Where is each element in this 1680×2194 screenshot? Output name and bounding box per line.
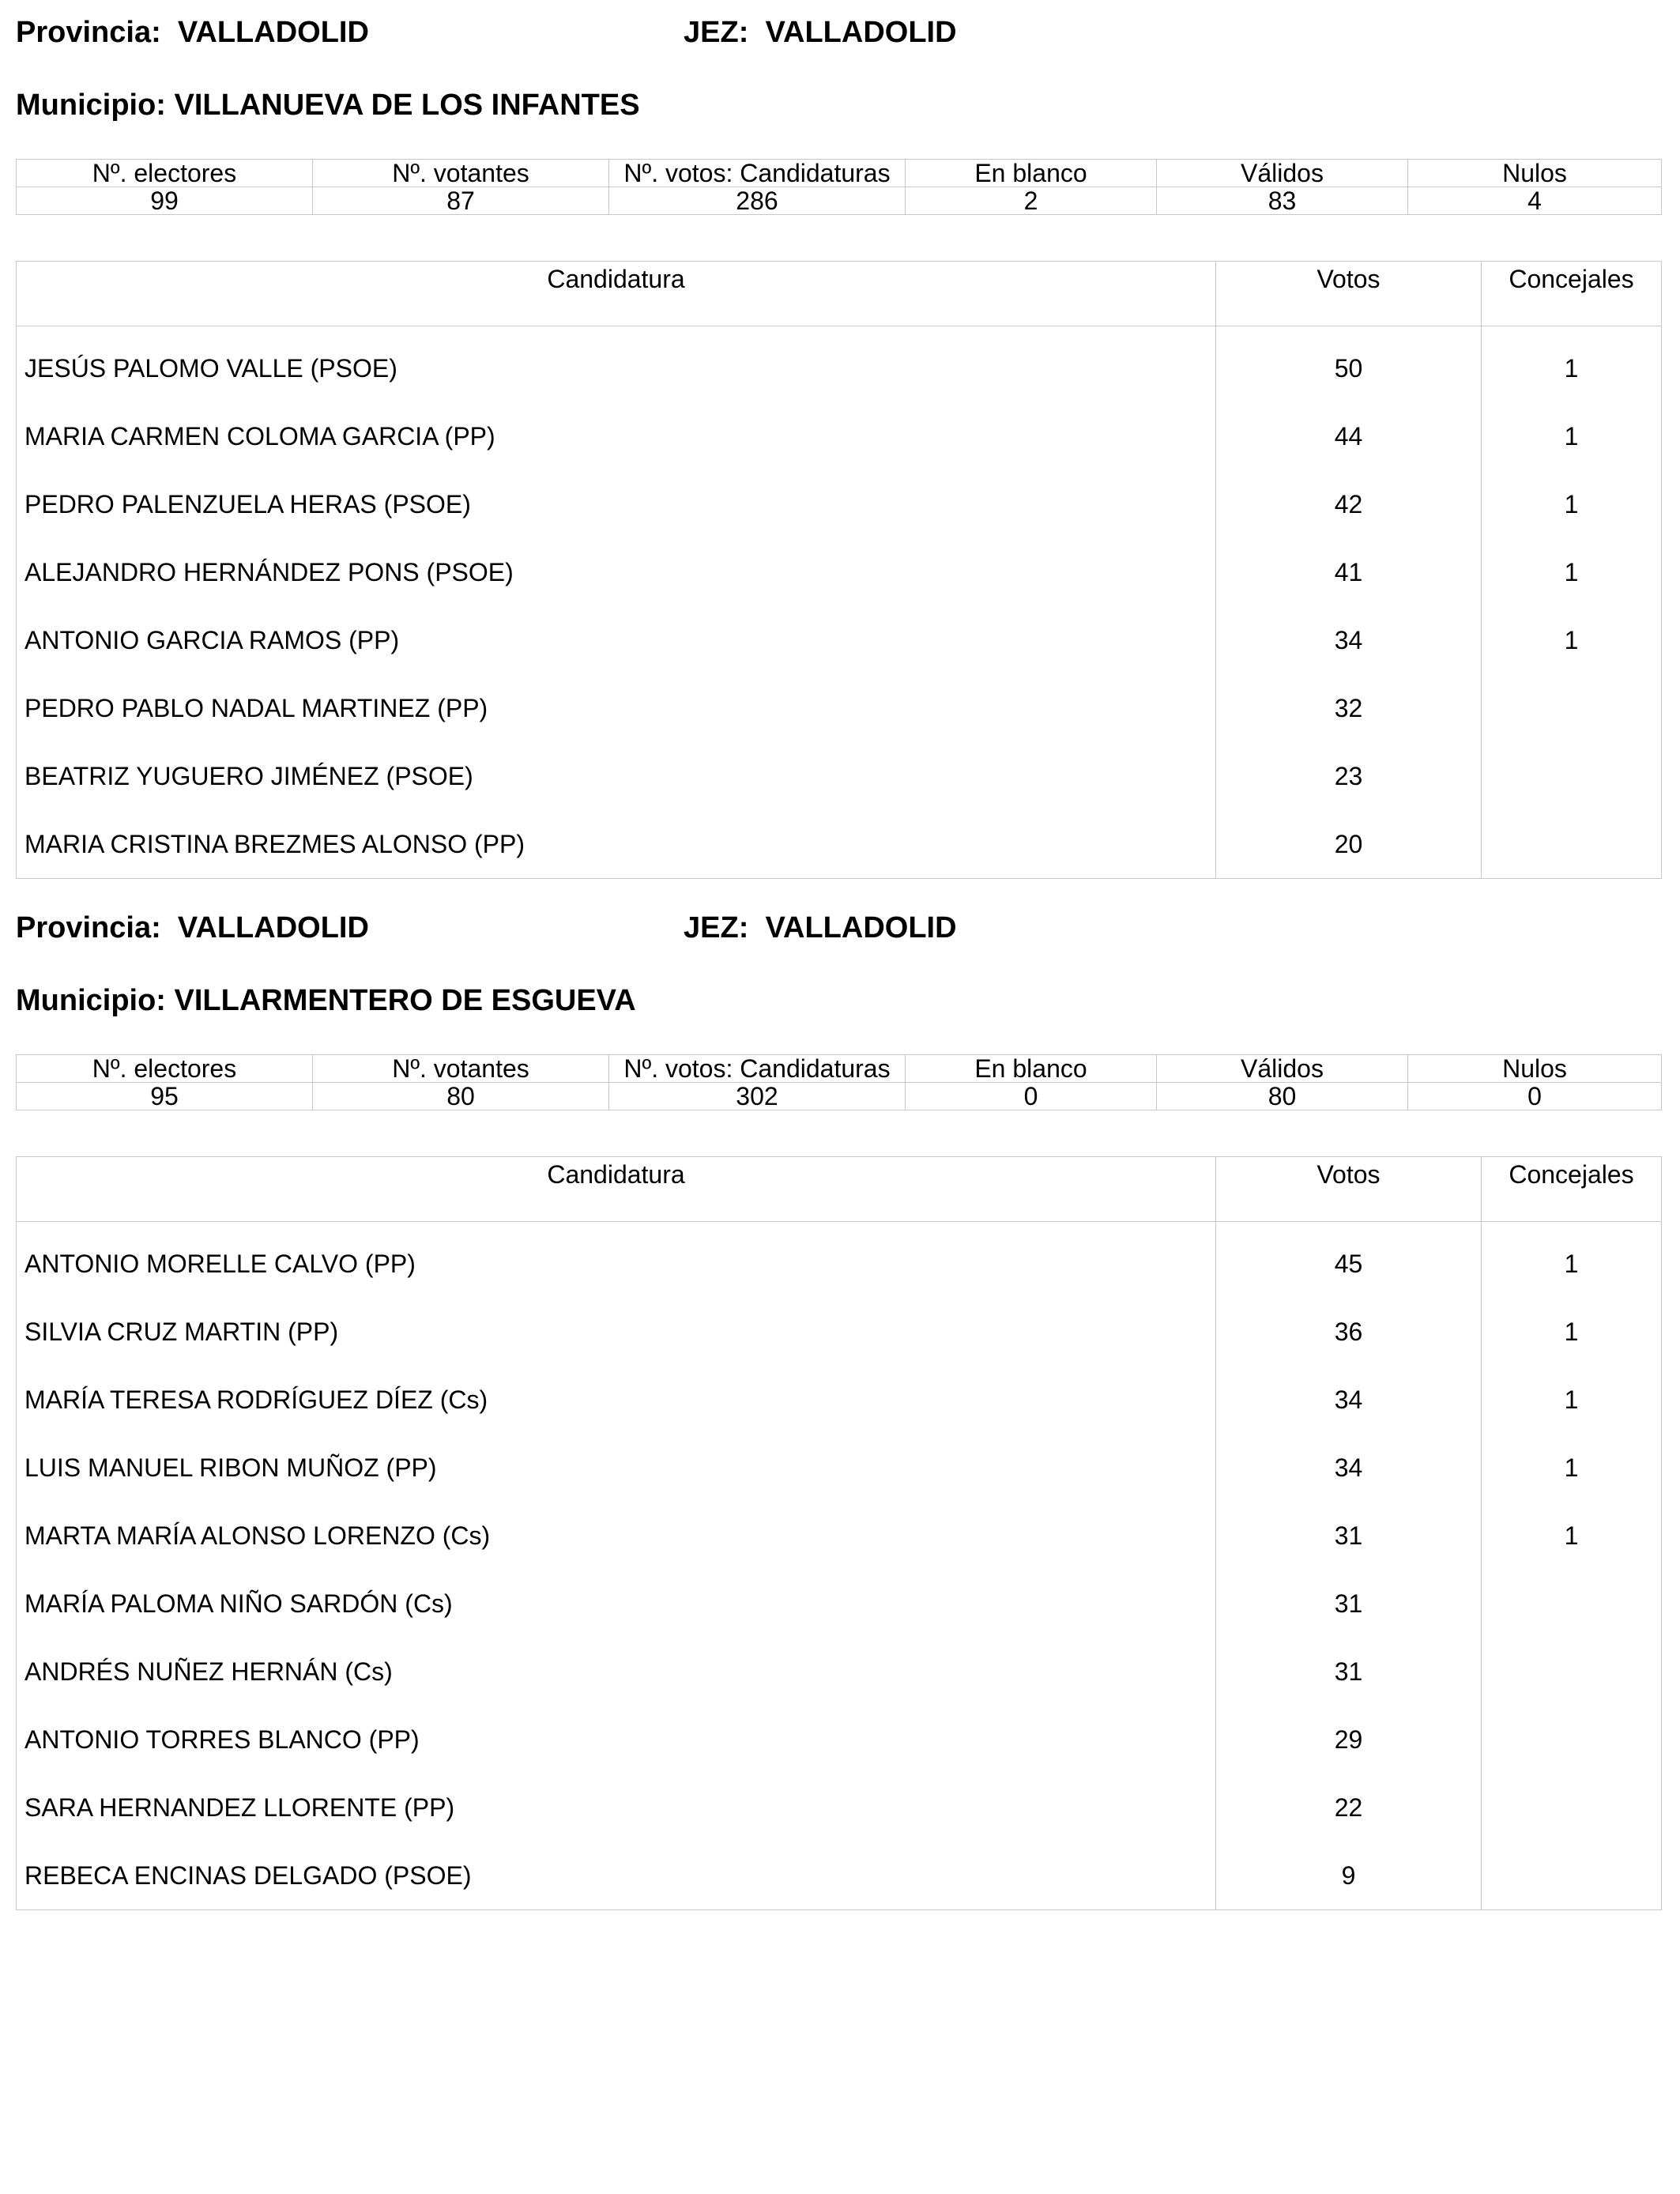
summary-header-cell: Nulos: [1408, 160, 1662, 187]
municipio-title: [16, 89, 640, 123]
candidate-concejales: [1482, 1638, 1662, 1706]
summary-value-cell: 286: [609, 187, 906, 215]
summary-value-cell: 80: [313, 1083, 609, 1110]
summary-value-cell: 99: [17, 187, 313, 215]
candidate-name: MARÍA TERESA RODRÍGUEZ DÍEZ (Cs): [17, 1366, 1216, 1434]
candidate-concejales: 1: [1564, 625, 1579, 654]
candidate-name: ANTONIO GARCIA RAMOS (PP): [17, 606, 1216, 674]
candidates-table: [16, 261, 1662, 879]
candidate-concejales: 1: [1564, 1521, 1579, 1550]
candidate-votos: 34: [1216, 1366, 1482, 1434]
concejales-header: Concejales: [1482, 262, 1662, 326]
candidate-votos: 42: [1216, 470, 1482, 538]
candidate-concejales: 1: [1564, 1385, 1579, 1414]
candidate-concejales: [1482, 742, 1662, 810]
candidate-name: REBECA ENCINAS DELGADO (PSOE): [17, 1842, 1216, 1910]
municipality-section: [16, 911, 1661, 1890]
summary-value-cell: 4: [1408, 187, 1662, 215]
votos-header: Votos: [1216, 262, 1482, 326]
municipality-section: [16, 16, 1661, 858]
candidate-votos: 44: [1216, 402, 1482, 470]
candidate-name: ANTONIO TORRES BLANCO (PP): [17, 1706, 1216, 1774]
candidate-votos: 22: [1216, 1774, 1482, 1842]
candidatura-header: Candidatura: [17, 1157, 1216, 1222]
jez-value: VALLADOLID: [765, 911, 957, 944]
candidate-name: LUIS MANUEL RIBON MUÑOZ (PP): [17, 1434, 1216, 1502]
municipio-title: [16, 984, 636, 1018]
summary-header-cell: Nº. electores: [17, 160, 313, 187]
candidate-name: PEDRO PALENZUELA HERAS (PSOE): [17, 470, 1216, 538]
summary-header-row: [17, 1055, 1662, 1083]
summary-value-cell: 80: [1157, 1083, 1408, 1110]
summary-value-cell: 2: [906, 187, 1157, 215]
candidate-name: MARÍA PALOMA NIÑO SARDÓN (Cs): [17, 1570, 1216, 1638]
candidate-votos: 34: [1216, 606, 1482, 674]
jez-line: [684, 911, 957, 945]
table-row: [17, 1570, 1662, 1638]
candidate-votos: 50: [1216, 326, 1482, 403]
candidate-name: ALEJANDRO HERNÁNDEZ PONS (PSOE): [17, 538, 1216, 606]
summary-header-cell: Nº. votantes: [313, 160, 609, 187]
candidate-votos: 31: [1216, 1570, 1482, 1638]
table-row: [17, 1434, 1662, 1502]
candidate-name: MARIA CRISTINA BREZMES ALONSO (PP): [17, 810, 1216, 879]
table-row: [17, 326, 1662, 403]
candidate-votos: 34: [1216, 1434, 1482, 1502]
table-row: [17, 1502, 1662, 1570]
table-row: [17, 1366, 1662, 1434]
jez-label: JEZ:: [684, 911, 749, 944]
votos-header: Votos: [1216, 1157, 1482, 1222]
candidate-name: MARIA CARMEN COLOMA GARCIA (PP): [17, 402, 1216, 470]
provincia-line: [16, 911, 369, 945]
table-row: [17, 1706, 1662, 1774]
candidate-concejales: 1: [1564, 1317, 1579, 1346]
table-row: [17, 1774, 1662, 1842]
candidate-concejales: [1482, 1570, 1662, 1638]
candidate-votos: 41: [1216, 538, 1482, 606]
provincia-label: Provincia:: [16, 911, 161, 944]
candidate-name: PEDRO PABLO NADAL MARTINEZ (PP): [17, 674, 1216, 742]
municipio-label: Municipio:: [16, 984, 166, 1017]
summary-value-cell: 0: [1408, 1083, 1662, 1110]
jez-value: VALLADOLID: [765, 16, 957, 49]
table-row: [17, 810, 1662, 879]
candidate-name: ANDRÉS NUÑEZ HERNÁN (Cs): [17, 1638, 1216, 1706]
candidate-votos: 31: [1216, 1502, 1482, 1570]
candidate-concejales: 1: [1564, 557, 1579, 586]
candidate-concejales: 1: [1564, 1249, 1579, 1278]
table-row: [17, 470, 1662, 538]
jez-line: [684, 16, 957, 50]
table-row: [17, 538, 1662, 606]
table-row: [17, 674, 1662, 742]
table-row: [17, 402, 1662, 470]
provincia-value: VALLADOLID: [177, 911, 369, 944]
candidates-header-row: [17, 262, 1662, 326]
summary-table: [16, 159, 1662, 215]
summary-values-row: [17, 1083, 1662, 1110]
provincia-label: Provincia:: [16, 16, 161, 49]
candidate-concejales: [1482, 1842, 1662, 1910]
candidate-concejales: 1: [1564, 421, 1579, 450]
province-header: [16, 16, 1661, 55]
candidate-concejales: [1482, 810, 1662, 879]
summary-header-cell: Nº. votos: Candidaturas: [609, 1055, 906, 1083]
summary-header-cell: Nº. votos: Candidaturas: [609, 160, 906, 187]
table-row: [17, 606, 1662, 674]
candidates-header-row: [17, 1157, 1662, 1222]
table-row: [17, 1638, 1662, 1706]
candidate-votos: 20: [1216, 810, 1482, 879]
candidate-votos: 45: [1216, 1222, 1482, 1299]
candidate-votos: 9: [1216, 1842, 1482, 1910]
candidate-concejales: [1482, 1774, 1662, 1842]
summary-value-cell: 83: [1157, 187, 1408, 215]
table-row: [17, 1842, 1662, 1910]
concejales-header: Concejales: [1482, 1157, 1662, 1222]
candidate-concejales: [1482, 1706, 1662, 1774]
candidate-name: MARTA MARÍA ALONSO LORENZO (Cs): [17, 1502, 1216, 1570]
candidate-votos: 29: [1216, 1706, 1482, 1774]
candidate-name: BEATRIZ YUGUERO JIMÉNEZ (PSOE): [17, 742, 1216, 810]
municipio-value: VILLANUEVA DE LOS INFANTES: [174, 89, 640, 122]
municipio-label: Municipio:: [16, 89, 166, 122]
summary-values-row: [17, 187, 1662, 215]
table-row: [17, 1222, 1662, 1299]
summary-header-cell: Válidos: [1157, 1055, 1408, 1083]
summary-header-cell: En blanco: [906, 160, 1157, 187]
summary-table: [16, 1054, 1662, 1110]
candidatura-header: Candidatura: [17, 262, 1216, 326]
candidates-table: [16, 1156, 1662, 1910]
summary-header-cell: Nº. electores: [17, 1055, 313, 1083]
candidate-concejales: 1: [1564, 489, 1579, 518]
provincia-value: VALLADOLID: [177, 16, 369, 49]
table-row: [17, 1298, 1662, 1366]
candidate-concejales: 1: [1564, 353, 1579, 383]
summary-header-cell: Nulos: [1408, 1055, 1662, 1083]
candidate-concejales: 1: [1564, 1453, 1579, 1482]
province-header: [16, 911, 1661, 951]
provincia-line: [16, 16, 369, 50]
candidate-concejales: [1482, 674, 1662, 742]
summary-header-cell: Nº. votantes: [313, 1055, 609, 1083]
candidate-votos: 36: [1216, 1298, 1482, 1366]
candidate-votos: 32: [1216, 674, 1482, 742]
municipio-value: VILLARMENTERO DE ESGUEVA: [174, 984, 636, 1017]
candidate-name: SILVIA CRUZ MARTIN (PP): [17, 1298, 1216, 1366]
summary-value-cell: 0: [906, 1083, 1157, 1110]
summary-value-cell: 95: [17, 1083, 313, 1110]
summary-value-cell: 302: [609, 1083, 906, 1110]
summary-header-cell: En blanco: [906, 1055, 1157, 1083]
candidate-votos: 31: [1216, 1638, 1482, 1706]
candidate-name: JESÚS PALOMO VALLE (PSOE): [17, 326, 1216, 403]
summary-header-row: [17, 160, 1662, 187]
jez-label: JEZ:: [684, 16, 749, 49]
summary-header-cell: Válidos: [1157, 160, 1408, 187]
candidate-name: SARA HERNANDEZ LLORENTE (PP): [17, 1774, 1216, 1842]
candidate-votos: 23: [1216, 742, 1482, 810]
table-row: [17, 742, 1662, 810]
candidate-name: ANTONIO MORELLE CALVO (PP): [17, 1222, 1216, 1299]
summary-value-cell: 87: [313, 187, 609, 215]
